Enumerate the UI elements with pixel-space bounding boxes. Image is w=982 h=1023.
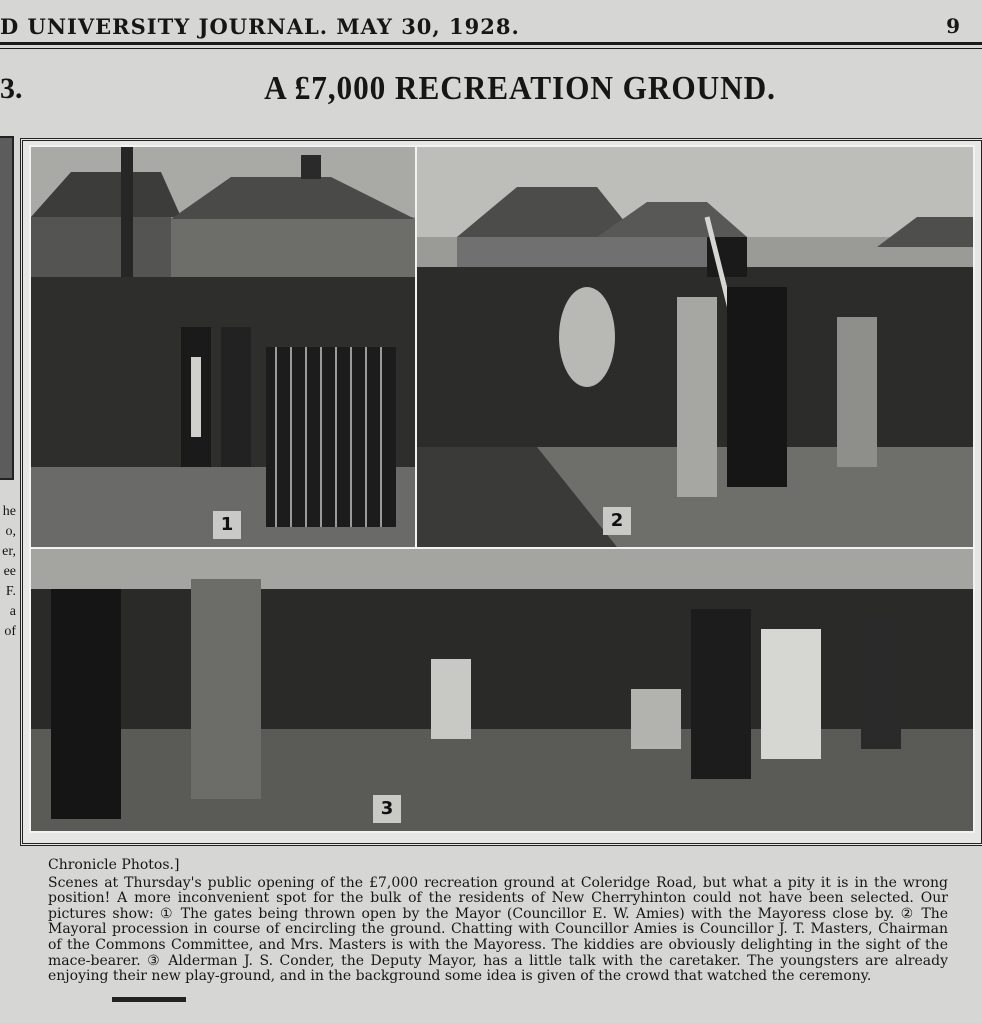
photo-procession-image <box>417 147 973 547</box>
adjacent-text-line: o, <box>5 524 16 539</box>
adjacent-text-line: F. <box>5 584 16 599</box>
page-number: 9 <box>946 14 960 38</box>
adjacent-text-line: a <box>9 604 16 619</box>
journal-title-date: D UNIVERSITY JOURNAL. MAY 30, 1928. <box>0 14 520 39</box>
panel-number-2: 2 <box>603 507 631 535</box>
photo-caption <box>48 858 948 985</box>
adjacent-text-line: of <box>4 624 16 639</box>
photo-gates <box>29 145 417 549</box>
photo-gates-image <box>31 147 415 547</box>
photo-credit: Chronicle Photos.] <box>48 857 180 873</box>
running-head <box>0 14 982 44</box>
panel-number-3: 3 <box>373 795 401 823</box>
headline: A £7,000 RECREATION GROUND. <box>264 70 776 107</box>
adjacent-text-line: er, <box>2 544 16 559</box>
adjacent-text-line: he <box>2 504 16 519</box>
photo-montage <box>20 138 982 846</box>
print-smudge <box>112 997 186 1002</box>
photo-crowd <box>29 547 975 833</box>
caption-body: Scenes at Thursday's public opening of the £7,000 recreation ground at Coleridge Road, but what a pity it is in the wrong position! A more inconvenient spot for the bulk of the residents of New Cherryhinton could not have been selected. Our pictures show: ① The gates being thrown open by the Mayor (Councillor E. W. Amies) with the Mayoress close by. ② The Mayoral procession in course of encircling the ground. Chatting with Councillor Amies is Councillor J. T. Masters, Chairman of the Commons Committee, and Mrs. Masters is with the Mayoress. The kiddies are obviously delighting in the sight of the mace-bearer. ③ Alderman J. S. Conder, the Deputy Mayor, has a little talk with the caretaker. The youngsters are already enjoying their new play-ground, and in the background some idea is given of the crowd that watched the ceremony. <box>48 874 948 985</box>
previous-column-mark: 3. <box>0 72 23 105</box>
header-rule-thin <box>0 48 982 49</box>
photo-crowd-image <box>31 549 973 831</box>
adjacent-column-text <box>0 502 16 642</box>
photo-procession <box>415 145 975 549</box>
adjacent-text-line: ee <box>3 564 16 579</box>
header-rule <box>0 42 982 45</box>
adjacent-photo-edge <box>0 136 14 480</box>
panel-number-1: 1 <box>213 511 241 539</box>
